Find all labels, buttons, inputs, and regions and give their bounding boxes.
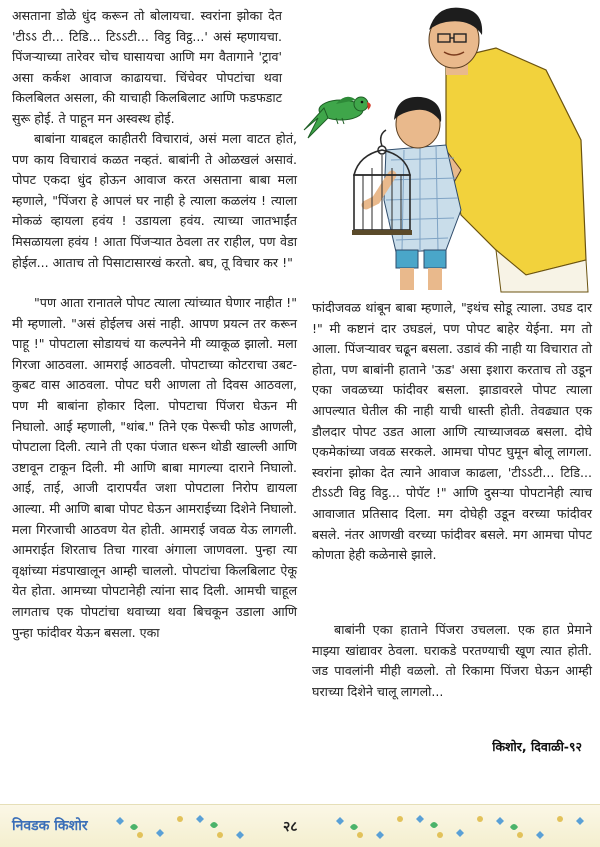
father-son-parrot-illustration [296,0,600,296]
footer-brand-logo: निवडक किशोर [12,818,88,834]
paragraph-2: बाबांना याबद्दल काहीतरी विचारावं, असं मला वाटत होतं, पण काय विचारावं कळत नव्हतं. बाबांनी ते ओळखलं असावं. पोपट एकदा धुंद होऊन आवाज करत असताना बाबा मला म्हणाले, "पिंजरा हे आपलं घर नाही हे त्याला कळलंय ! त्याला मोकळं व्हायला हवंय ! उडायला हवंय. त्याच्या जातभाईंत मिसळायला हवंय ! आता पिंजऱ्यात ठेवला तर राहील, पण वेडा होईल... आताच तो पिसाटासारखं करतो. बघ, तू विचार कर !" [12,131,297,270]
footer-decoration [0,805,600,847]
source-credit: किशोर, दिवाळी-९२ [492,739,582,754]
paragraph-3: "पण आता रानातले पोपट त्याला त्यांच्यात घेणार नाहीत !" मी म्हणालो. "असं होईलच असं नाही. आपण प्रयत्न तर करून पाहू !" पोपटाला सोडायचं या कल्पनेने मी व्याकूळ झालो. मला गिरजा आठवला. आमराई आठवली. पोपटाच्या कोटराचा उबट-कुबट वास आठवला. पोपट घरी आणला तो दिवस आठवला, पण मी बाबांना होकार दिला. पोपटाचा पिंजरा घेऊन मी निघालो. आई म्हणाली, "थांब." तिने एक पेरूची फोड आणली, पोपटाला दिली. त्याने ती एका पंजात धरून थोडी खाल्ली आणि उष्टावून टाकून दिली. मी आणि बाबा मागल्या दाराने निघालो. आई, ताई, आजी दारापर्यंत जशा पोपटाला निरोप द्यायला आल्या. मी आणि बाबा पोपट घेऊन आमराईच्या दिशेने निघालो. मला गिरजाची आठवण येत होती. आमराई जवळ येऊ लागली. आमराईत शिरताच तिचा गारवा अंगाला जाणवला. पुन्हा त्या वृक्षांच्या मंडपाखालून आम्ही चाललो. पोपटांचा किलबिलाट ऐकू येत होता. आमच्या पोपटानेही त्यांना साद दिली. आमची चाहूल लागताच एक पोपटांचा थवाच्या थवा बिचकून उडाला आणि पुन्हा फांदीवर येऊन बसला. एका [12,295,297,640]
parrot-icon [304,97,371,138]
paragraph-1: असताना डोळे धुंद करून तो बोलायचा. स्वरांना झोका देत 'टीऽऽ टी... टिडि... टिऽऽटी... विट्ठ विट्ठ...' असं म्हणायचा. पिंजऱ्याच्या तारेवर चोच घासायचा आणि मग वैतागाने 'ट्राव' असा कर्कश आवाज काढायचा. चिंचेवर पोपटांचा थवा किलबिलत असला, की याचाही किलबिलाट आणि फडफडाट सुरू होई. ते पाहून मन अस्वस्थ होई. [12,8,282,126]
page-number: २८ [283,819,298,835]
paragraph-5: बाबांनी एका हाताने पिंजरा उचलला. एक हात प्रेमाने माझ्या खांद्यावर ठेवला. घराकडे परतण्याची खूण त्यात होती. जड पावलांनी मीही वळलो. तो रिकामा पिंजरा घेऊन आम्ही घराच्या दिशेने चालू लागलो... [312,622,592,699]
paragraph-4: फांदीजवळ थांबून बाबा म्हणाले, "इथंच सोडू त्याला. उघड दार !" मी कष्टानं दार उघडलं, पण पोपट बाहेर येईना. मग तो आला. पिंजऱ्यावर चढून बसला. उडावं की नाही या विचारात तो होता, पण बाबांनी हाताने 'ऊड' असा इशारा करताच तो उडून एका जवळच्या फांदीवर बसला. झाडावरले पोपट त्याला आपल्यात घेतील की नाही याची धास्ती होती. तेवढ्यात एक डौलदार पोपट उडत आला आणि त्याच्याजवळ बसला. दोघे एकमेकांच्या जवळ सरकले. आमचा पोपट घुमून बोलू लागला. स्वरांना झोका देत त्याने आवाज काढला, 'टीऽऽटी... टिडि... टीऽऽटी विट्ठ विट्ठ... पोपॅट !" आणि दुसऱ्या पोपटानेही त्याच आवाजात प्रतिसाद दिला. मग दोघेही उडून वरच्या फांदीवर बसले. नंतर आणखी वरच्या फांदीवर बसले. मग आमचा पोपट कोणता हेही कळेनासे झाले. [312,300,592,563]
page-footer [0,804,600,847]
